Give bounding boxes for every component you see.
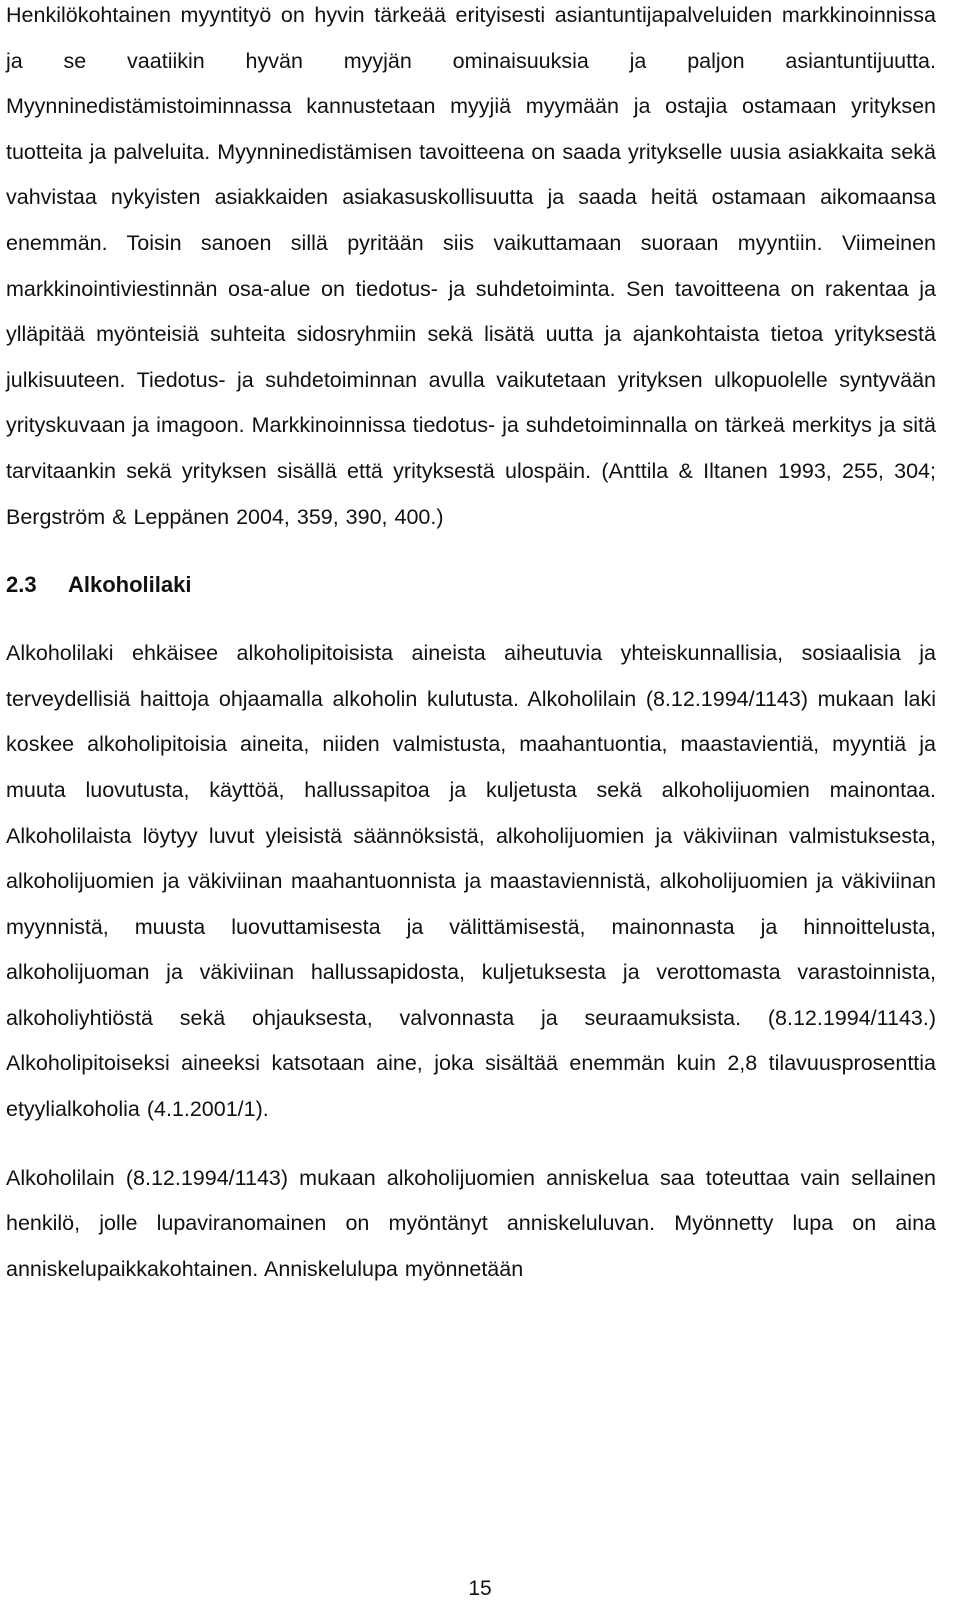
section-title: Alkoholilaki [68, 572, 192, 598]
document-page [6, 0, 936, 1292]
page-number: 15 [468, 1577, 492, 1600]
body-paragraph-alkoholilaki-1: Alkoholilaki ehkäisee alkoholipitoisista aineista aiheutuvia yhteiskunnallisia, sosiaalisia ja terveydellisiä haittoja ohjaamalla alkoholin kulutusta. Alkoholilain (8.12.1994/1143) mukaan laki koskee alkoholipitoisia aineita, niiden valmistusta, maahantuontia, maastavientiä, myyntiä ja muuta luovutusta, käyttöä, hallussapitoa ja kuljetusta sekä alkoholijuomien mainontaa. Alkoholilaista löytyy luvut yleisistä säännöksistä, alkoholijuomien ja väkiviinan valmistuksesta, alkoholijuomien ja väkiviinan maahantuonnista ja maastaviennistä, alkoholijuomien ja väkiviinan myynnistä, muusta luovuttamisesta ja välittämisestä, mainonnasta ja hinnoittelusta, alkoholijuoman ja väkiviinan hallussapidosta, kuljetuksesta ja verottomasta varastoinnista, alkoholiyhtiöstä sekä ohjauksesta, valvonnasta ja seuraamuksista. (8.12.1994/1143.) Alkoholipitoiseksi aineeksi katsotaan aine, joka sisältää enemmän kuin 2,8 tilavuusprosenttia etyylialkoholia (4.1.2001/1). [6, 641, 936, 1122]
section-number: 2.3 [6, 572, 37, 598]
body-paragraph-intro: Henkilökohtainen myyntityö on hyvin tärkeää erityisesti asiantuntijapalveluiden markkinoinnissa ja se vaatiikin hyvän myyjän ominaisuuksia ja paljon asiantuntijuutta. Myynninedistämistoiminnassa kannustetaan myyjiä myymään ja ostajia ostamaan yrityksen tuotteita ja palveluita. Myynninedistämisen tavoitteena on saada yritykselle uusia asiakkaita sekä vahvistaa nykyisten asiakkaiden asiakasuskollisuutta ja saada heitä ostamaan aikomaansa enemmän. Toisin sanoen sillä pyritään siis vaikuttamaan suoraan myyntiin. Viimeinen markkinointiviestinnän osa-alue on tiedotus- ja suhdetoiminta. Sen tavoitteena on rakentaa ja ylläpitää myönteisiä suhteita sidosryhmiin sekä lisätä uutta ja ajankohtaista tietoa yrityksestä julkisuuteen. Tiedotus- ja suhdetoiminnan avulla vaikutetaan yrityksen ulkopuolelle syntyvään yrityskuvaan ja imagoon. Markkinoinnissa tiedotus- ja suhdetoiminnalla on tärkeä merkitys ja sitä tarvitaankin sekä yrityksen sisällä että yrityksestä ulospäin. (Anttila & Iltanen 1993, 255, 304; Bergström & Leppänen 2004, 359, 390, 400.) [6, 3, 936, 529]
body-paragraph-alkoholilaki-2: Alkoholilain (8.12.1994/1143) mukaan alkoholijuomien anniskelua saa toteuttaa vain sellainen henkilö, jolle lupaviranomainen on myöntänyt anniskeluluvan. Myönnetty lupa on aina anniskelupaikkakohtainen. Anniskelulupa myönnetään [6, 1165, 936, 1281]
section-heading [6, 562, 936, 608]
